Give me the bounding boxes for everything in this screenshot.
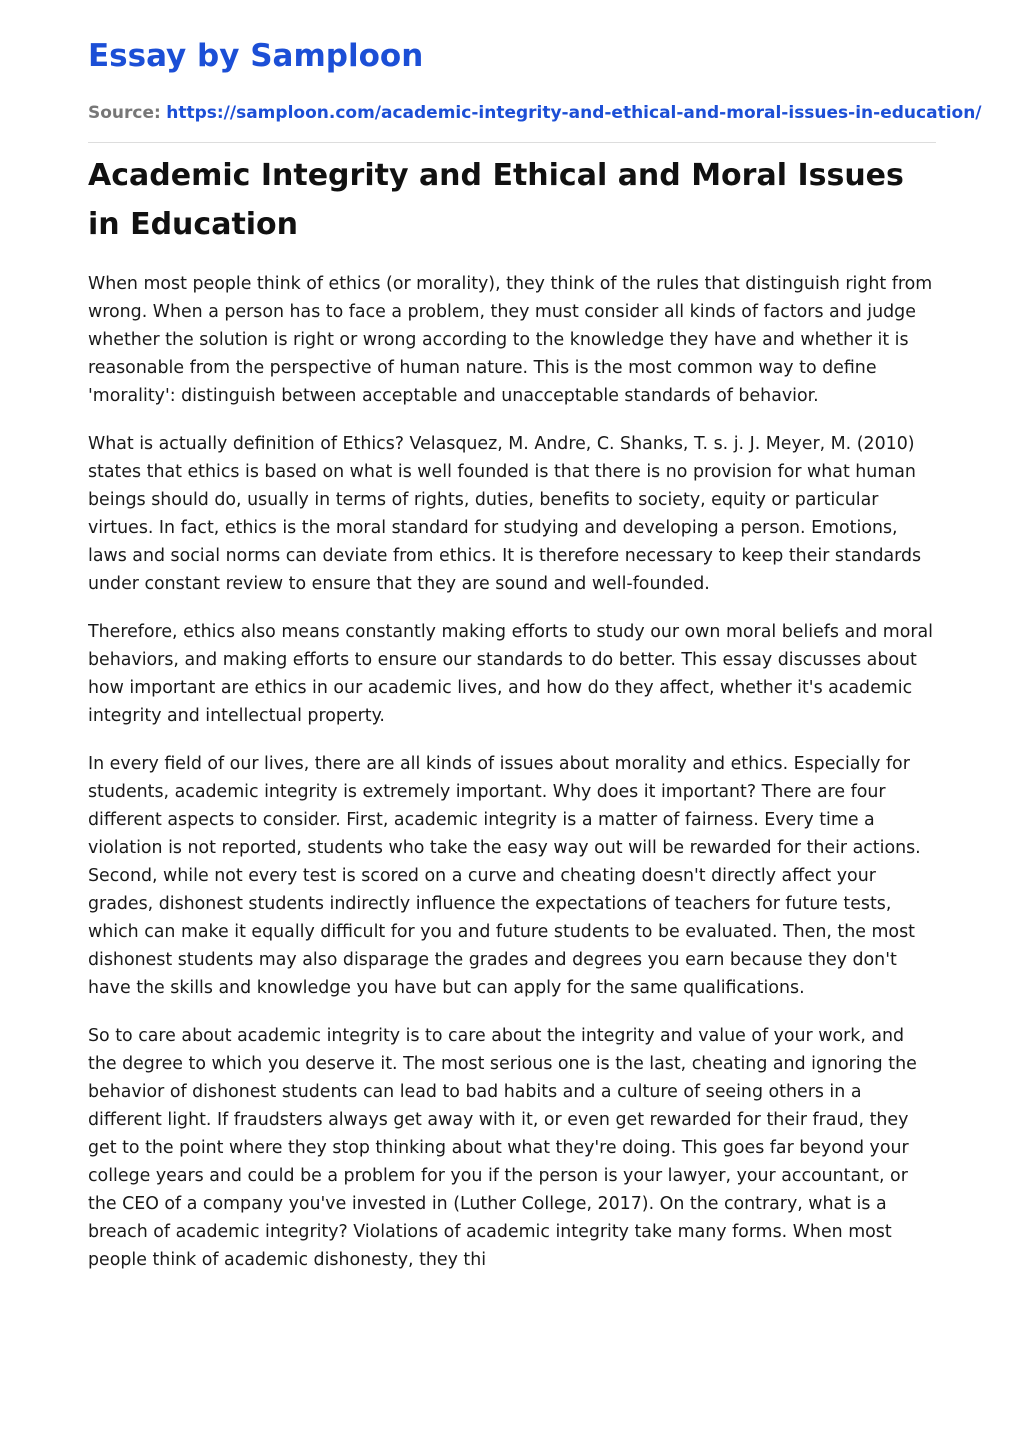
- article-title: Academic Integrity and Ethical and Moral Issues in Education: [88, 158, 904, 242]
- paragraph-4: In every field of our lives, there are all kinds of issues about morality and ethics. Especially for students, academic integrity is extremely important. Why does it important? There are four different aspects to consider. First, academic integrity is a matter of fairness. Every time a violation is not reported, students who take the easy way out will be rewarded for their actions. Second, while not every test is scored on a curve and cheating doesn't directly affect your grades, dishonest students indirectly influence the expectations of teachers for future tests, which can make it equally difficult for you and future students to be evaluated. Then, the most dishonest students may also disparage the grades and degrees you earn because they don't have the skills and knowledge you have but can apply for the same qualifications.: [88, 754, 921, 998]
- paragraph-2: What is actually definition of Ethics? Velasquez, M. Andre, C. Shanks, T. s. j. J. Meyer, M. (2010) states that ethics is based on what is well founded is that there is no provision for what human beings should do, usually in terms of rights, duties, benefits to society, equity or particular virtues. In fact, ethics is the moral standard for studying and developing a person. Emotions, laws and social norms can deviate from ethics. It is therefore necessary to keep their standards under constant review to ensure that they are sound and well-founded.: [88, 434, 922, 594]
- paragraph-1: When most people think of ethics (or morality), they think of the rules that distinguish right from wrong. When a person has to face a problem, they must consider all kinds of factors and judge whether the solution is right or wrong according to the knowledge they have and whether it is reasonable from the perspective of human nature. This is the most common way to define 'morality': distinguish between acceptable and unacceptable standards of behavior.: [88, 274, 933, 406]
- source-link[interactable]: https://samploon.com/academic-integrity-and-ethical-and-moral-issues-in-education/: [166, 103, 982, 123]
- article-body: [88, 270, 936, 1420]
- site-brand-title: Essay by Samploon: [88, 38, 424, 74]
- source-line: [88, 101, 982, 125]
- paragraph-5: So to care about academic integrity is to care about the integrity and value of your work, and the degree to which you deserve it. The most serious one is the last, cheating and ignoring the behavior of dishonest students can lead to bad habits and a culture of seeing others in a different light. If fraudsters always get away with it, or even get rewarded for their fraud, they get to the point where they stop thinking about what they're doing. This goes far beyond your college years and could be a problem for you if the person is your lawyer, your accountant, or the CEO of a company you've invested in (Luther College, 2017). On the contrary, what is a breach of academic integrity? Violations of academic integrity take many forms. When most people think of academic dishonesty, they thi: [88, 1026, 917, 1270]
- header-divider: [88, 142, 936, 143]
- source-label: Source:: [88, 103, 161, 123]
- paragraph-3: Therefore, ethics also means constantly making efforts to study our own moral beliefs and moral behaviors, and making efforts to ensure our standards to do better. This essay discusses about how important are ethics in our academic lives, and how do they affect, whether it's academic integrity and intellectual property.: [88, 622, 933, 726]
